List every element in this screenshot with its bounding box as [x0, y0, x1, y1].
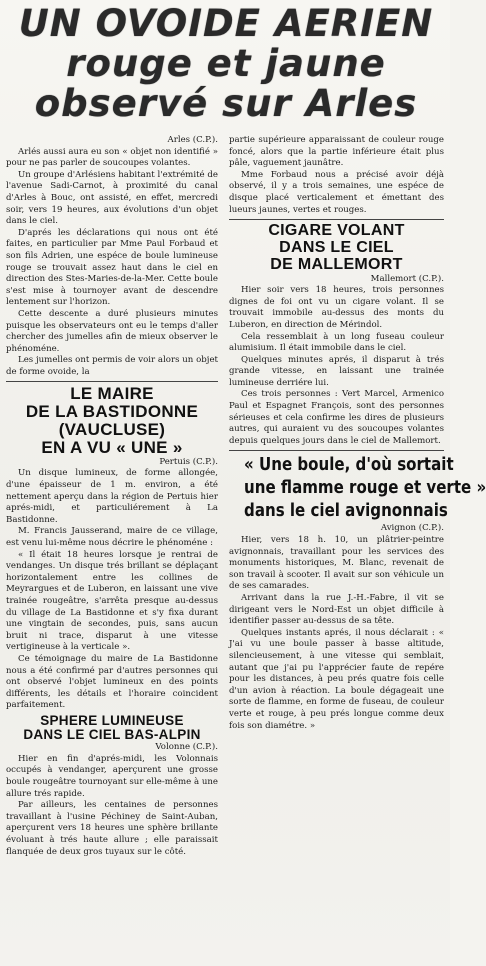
avignon-headline-line: dans le ciel avignonnais	[244, 501, 448, 522]
bastidonne-paragraph: M. Francis Jausserand, maire de ce village, est venu lui-même nous décrire le phénoméne :	[6, 526, 218, 548]
article-avignon	[229, 454, 486, 732]
avignon-paragraph: Hier, vers 18 h. 10, un plâtrier-peintre avignonnais, travaillant pour les services des monuments historiques, M. Blanc, revenait de son travail à scooter. Il avait sur son véhicule un de ses camarades.	[229, 535, 444, 592]
mallemort-paragraph: Ces trois personnes : Vert Marcel, Armenico Paul et Espagnet François, sont des personnes sérieuses et cela confirme les dires de plusieurs autres, qui auraient vu des soucoupes volantes depuis quelques jours dans le ciel de Mallemort.	[229, 389, 444, 446]
headline-line-3: observé sur Arles	[34, 82, 418, 125]
mallemort-headline-line: DANS LE CIEL	[279, 238, 394, 256]
bastidonne-headline-line: DE LA BASTIDONNE	[25, 402, 199, 422]
article-mallemort	[229, 223, 444, 447]
avignon-paragraph: Arrivant dans la rue J.-H.-Fabre, il vit se dirigeant vers le Nord-Est un objet difficile à identifier passer au-dessus de sa tête.	[229, 593, 444, 627]
avignon-paragraph: Quelques instants aprés, il nous déclarait : « J'ai vu une boule passer à basse altitude, silencieusement, à une vitesse qui semblait, autant que j'ai pu l'apprécier faute de repére pour les distances, à peu prés quatre fois celle d'un avion à réaction. La boule dégageait une sorte de flamme, en forme de fuseau, de couleur verte et rouge, à peu prés longue comme deux fois son diamétre. »	[229, 627, 444, 731]
right-column	[229, 135, 486, 732]
avignon-headline-line: une flamme rouge et verte »	[244, 478, 486, 499]
avignon-headline	[244, 454, 486, 523]
bastidonne-headline-line: EN A VU « UNE »	[41, 438, 183, 457]
divider	[6, 381, 218, 382]
dateline-arles: Arles (C.P.).	[167, 135, 218, 145]
basalpin-paragraph: Par ailleurs, les centaines de personnes travaillant à l'usine Péchiney de Saint-Auban, aperçurent vers 18 heures une sphère brillante évoluant à trés haute allure ; elle paraissait flanquée de deux gros tuyaux sur le côté.	[6, 800, 218, 857]
arles-paragraph: Un groupe d'Arlésiens habitant l'extrémité de l'avenue Sadi-Carnot, à proximité du canal d'Arles à Bouc, ont assisté, en effet, mercredi soir, vers 19 heures, aux évolutions d'un objet dans le ciel.	[6, 169, 218, 227]
basalpin-paragraph: Hier en fin d'aprés-midi, les Volonnais occupés à vendanger, aperçurent une grosse boule rougeâtre tournoyant sur elle-même à une allure trés rapide.	[6, 753, 218, 799]
dateline-pertuis: Pertuis (C.P.).	[159, 456, 218, 467]
divider	[229, 450, 444, 451]
bastidonne-paragraph: « Il était 18 heures lorsque je rentrai de vendanges. Un disque trés brillant se déplaçant horizontalement entre les collines de Meyrargues et de Luberon, en laissant une vive trainée rougeâtre, s'arrêta presque au-dessus du village de La Bastidonne et s'y fixa durant une vingtain de secondes, puis, sans aucun bruit ni trace, disparut à une vitesse vertigineuse à la verticale ».	[6, 549, 218, 653]
mallemort-paragraph: Quelques minutes aprés, il disparut à trés grande vitesse, en laissant une trainée lumineuse derriére lui.	[229, 354, 444, 388]
dateline-mallemort: Mallemort (C.P.).	[370, 273, 444, 284]
basalpin-headline-line: DANS LE CIEL BAS-ALPIN	[23, 727, 201, 743]
basalpin-headline	[6, 714, 218, 742]
avignon-headline-line: « Une boule, d'où sortait	[244, 455, 454, 476]
main-headline	[8, 4, 444, 124]
dateline-volonne: Volonne (C.P.).	[155, 742, 218, 753]
arles-paragraph: Cette descente a duré plusieurs minutes puisque les observateurs ont eu le temps d'aller chercher des jumelles afin de mieux observer le phénoméne.	[6, 308, 218, 354]
mallemort-paragraph: Cela ressemblait à un long fuseau couleur alumisium. Il était immobile dans le ciel.	[229, 331, 444, 354]
arles-continuation: partie supérieure apparaissant de couleur rouge foncé, alors que la partie inférieure était plus pâle, vaguement jaunâtre.	[229, 135, 444, 169]
bastidonne-headline	[6, 385, 218, 456]
bastidonne-headline-line: LE MAIRE	[70, 384, 154, 404]
bastidonne-headline-line: (VAUCLUSE)	[58, 420, 166, 440]
arles-continuation: Mme Forbaud nous a précisé avoir déjà observé, il y a trois semaines, une espéce de disque placé verticalement et émettant des lueurs jaunes, vertes et rouges.	[229, 169, 444, 215]
bastidonne-paragraph: Ce témoignage du maire de La Bastidonne nous a été confirmé par d'autres personnes qui ont observé l'objet lumineux en des points différents, les détails et l'horaire coincident parfaitement.	[6, 653, 218, 711]
mallemort-paragraph: Hier soir vers 18 heures, trois personnes dignes de foi ont vu un cigare volant. Il se trouvait immobile au-dessus des monts du Luberon, en direction de Mérindol.	[229, 285, 444, 330]
arles-paragraph: D'aprés les déclarations qui nous ont été faites, en particulier par Mme Paul Forbaud et son fils Adrien, une espéce de boule lumineuse rouge se trouvait assez haut dans le ciel en direction des Stes-Maries-de-la-Mer. Cette boule s'est mise à tournoyer avant de descendre lentement sur l'horizon.	[6, 227, 218, 308]
basalpin-headline-line: SPHERE LUMINEUSE	[40, 712, 184, 728]
headline-line-2: rouge et jaune	[66, 42, 386, 85]
article-basalpin	[6, 714, 218, 858]
article-arles	[6, 135, 218, 378]
dateline-avignon: Avignon (C.P.).	[380, 523, 444, 534]
bastidonne-paragraph: Un disque lumineux, de forme allongée, d'une épaisseur de 1 m. environ, a été nettement aperçu dans la région de Pertuis hier aprés-midi, et particuliérement à La Bastidonne.	[6, 468, 218, 525]
left-column	[6, 135, 218, 858]
headline-line-1: UN OVOIDE AERIEN	[18, 2, 434, 45]
article-bastidonne	[6, 385, 218, 711]
mallemort-headline-line: CIGARE VOLANT	[268, 222, 405, 240]
mallemort-headline	[229, 223, 444, 273]
divider	[229, 219, 444, 220]
arles-paragraph: Les jumelles ont permis de voir alors un objet de forme ovoide, la	[6, 355, 218, 377]
mallemort-headline-line: DE MALLEMORT	[270, 255, 403, 273]
article-arles-continued	[229, 135, 444, 216]
arles-paragraph: Arlés aussi aura eu son « objet non identifié » pour ne pas parler de soucoupes volantes.	[6, 146, 218, 169]
